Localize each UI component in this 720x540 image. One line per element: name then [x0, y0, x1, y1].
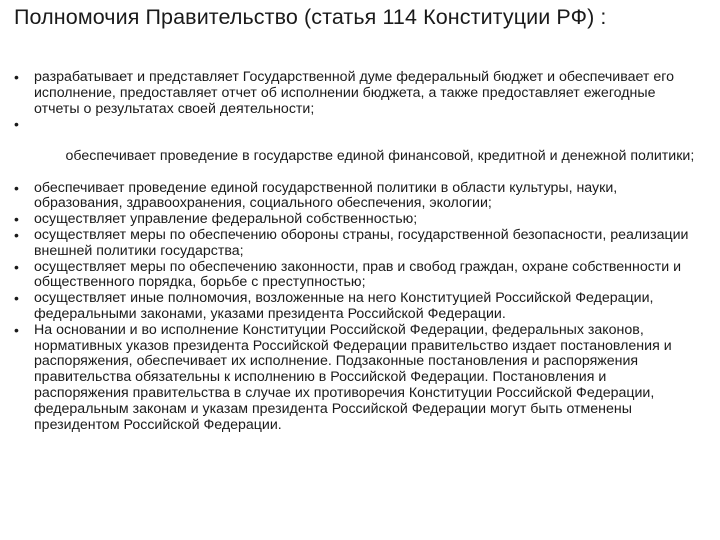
- list-item-text: разрабатывает и представляет Государственной думе федеральный бюджет и обеспечивает его исполнение, предоставляет отчет об исполнении бюджета, а также предоставляет ежегодные отчеты о результатах своей деятельности;: [34, 69, 674, 117]
- bullet-icon: •: [14, 211, 19, 228]
- list-item-text: осуществляет управление федеральной собственностью;: [34, 211, 418, 228]
- bullet-icon: •: [14, 290, 19, 307]
- bullet-icon: •: [14, 226, 19, 243]
- bullet-icon: •: [14, 69, 19, 85]
- powers-list: [14, 70, 704, 433]
- list-item: [14, 291, 704, 323]
- bullet-icon: •: [14, 321, 19, 338]
- list-item-text: На основании и во исполнение Конституции Российской Федерации, федеральных законов, нормативных указов президента Российской Федерации правительство издает постановления и распоряжения, обеспечивает их исполнение. Подзаконные постановления и распоряжения правительства обязательны к исполнению в Российской Федерации. Постановления и распоряжения правительства в случае их противоречия Конституции Российской Федерации, федеральным законам и указам президента Российской Федерации могут быть отменены президентом Российской Федерации.: [34, 321, 672, 433]
- list-item-text: осуществляет иные полномочия, возложенные на него Конституцией Российской Федерации, федеральными законами, указами президента Российской Федерации.: [34, 290, 654, 322]
- list-item-text: осуществляет меры по обеспечению законности, прав и свобод граждан, охране собственности и общественного порядка, борьбе с преступностью;: [34, 258, 682, 291]
- bullet-icon: •: [14, 258, 19, 275]
- bullet-icon: •: [14, 116, 19, 133]
- list-item: [14, 260, 704, 292]
- list-item-text: обеспечивает проведение единой государственной политики в области культуры, науки, образования, здравоохранения, социального обеспечения, экологии;: [34, 179, 618, 212]
- list-item: [14, 323, 704, 434]
- list-item-text: осуществляет меры по обеспечению обороны страны, государственной безопасности, реализации внешней политики государства;: [34, 226, 689, 259]
- list-item: [14, 212, 704, 228]
- list-item: [14, 228, 704, 260]
- list-item: [14, 181, 704, 213]
- bullet-icon: •: [14, 179, 19, 196]
- list-item-text: обеспечивает проведение в государстве единой финансовой, кредитной и денежной политики;: [57, 147, 695, 164]
- slide-title: Полномочия Правительство (статья 114 Конституции РФ) :: [14, 5, 607, 29]
- list-item: [14, 70, 704, 117]
- list-item: [14, 117, 704, 180]
